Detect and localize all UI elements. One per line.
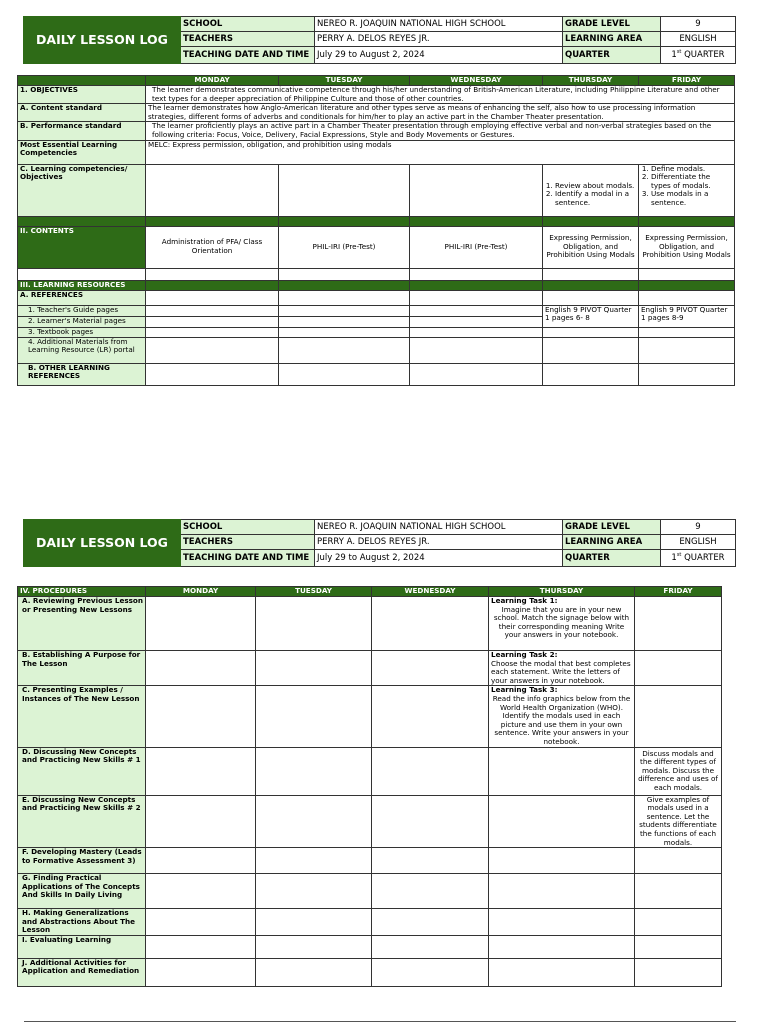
- procedure-a-label: A. Reviewing Previous Lesson or Presenting New Lessons: [18, 597, 146, 651]
- bar-cell: [543, 280, 639, 290]
- blank-cell: [639, 290, 735, 305]
- date-label: TEACHING DATE AND TIME: [181, 550, 315, 567]
- school-value: NEREO R. JOAQUIN NATIONAL HIGH SCHOOL: [315, 17, 563, 32]
- blank-cell: [146, 747, 256, 795]
- procedure-c-label: C. Presenting Examples / Instances of The New Lesson: [18, 686, 146, 747]
- melc-label: Most Essential Learning Competencies: [18, 140, 146, 164]
- day-monday: MONDAY: [146, 587, 256, 597]
- blank-cell: [543, 363, 639, 385]
- blank-cell: [146, 795, 256, 848]
- contents-monday: Administration of PFA/ Class Orientation: [146, 226, 279, 268]
- blank-cell: [146, 363, 279, 385]
- day-tuesday: TUESDAY: [256, 587, 372, 597]
- procedure-b-label: B. Establishing A Purpose for The Lesson: [18, 651, 146, 686]
- contents-wednesday: PHIL-IRI (Pre-Test): [410, 226, 543, 268]
- grade-value: 9: [661, 520, 736, 535]
- blank-cell: [639, 363, 735, 385]
- competencies-friday: [639, 164, 735, 216]
- blank-cell: [372, 848, 489, 874]
- procedure-j-label: J. Additional Activities for Application and Remediation: [18, 958, 146, 986]
- bar-cell: [279, 280, 410, 290]
- task2-text: Choose the modal that best completes each statement. Write the letters of your answers in your notebook.: [491, 658, 631, 685]
- thu-objective-1: 1. Review about modals.: [555, 182, 636, 191]
- blank-cell: [410, 337, 543, 363]
- procedure-g-label: G. Finding Practical Applications of The Concepts And Skills In Daily Living: [18, 874, 146, 909]
- blank-cell: [543, 327, 639, 337]
- blank-cell: [146, 874, 256, 909]
- blank-cell: [146, 305, 279, 316]
- fri-objective-1: 1. Define modals.: [651, 165, 732, 174]
- grade-label: GRADE LEVEL: [563, 17, 661, 32]
- competencies-label: C. Learning competencies/ Objectives: [18, 164, 146, 216]
- blank-cell: [410, 290, 543, 305]
- blank-cell: [279, 268, 410, 280]
- competencies-monday: [146, 164, 279, 216]
- area-value: ENGLISH: [661, 535, 736, 550]
- grade-value: 9: [661, 17, 736, 32]
- blank-cell: [410, 316, 543, 327]
- thu-lm-pages: English 9 PIVOT Quarter 1 pages 6- 8: [543, 305, 639, 327]
- quarter-text: QUARTER: [684, 50, 725, 60]
- melc-text: MELC: Express permission, obligation, and prohibition using modals: [146, 140, 735, 164]
- blank-cell: [372, 795, 489, 848]
- task3-title: Learning Task 3:: [491, 685, 558, 695]
- bar-cell: [279, 216, 410, 226]
- objectives-label: 1. OBJECTIVES: [18, 86, 146, 104]
- teacher-value: PERRY A. DELOS REYES JR.: [315, 535, 563, 550]
- teachers-label: TEACHERS: [181, 32, 315, 47]
- footer-divider: [24, 1021, 736, 1022]
- bar-cell: [543, 216, 639, 226]
- blank-cell: [279, 337, 410, 363]
- blank-cell: [146, 337, 279, 363]
- blank-cell: [256, 874, 372, 909]
- blank-cell: [256, 597, 372, 651]
- blank-cell: [635, 909, 722, 936]
- other-references-label: B. OTHER LEARNING REFERENCES: [18, 363, 146, 385]
- task2-cell: [489, 651, 635, 686]
- date-label: TEACHING DATE AND TIME: [181, 47, 315, 64]
- header-table-bottom: [23, 519, 736, 567]
- blank-cell: [635, 848, 722, 874]
- school-label: SCHOOL: [181, 17, 315, 32]
- blank-cell: [372, 686, 489, 747]
- procedure-i-label: I. Evaluating Learning: [18, 935, 146, 958]
- blank-cell: [256, 686, 372, 747]
- blank-cell: [146, 597, 256, 651]
- blank-cell: [489, 848, 635, 874]
- blank-cell: [489, 747, 635, 795]
- blank-cell: [635, 686, 722, 747]
- procedures-label: IV. PROCEDURES: [18, 587, 146, 597]
- bar-cell: [410, 216, 543, 226]
- contents-friday: Expressing Permission, Obligation, and Prohibition Using Modals: [639, 226, 735, 268]
- fri-objective-3: 3. Use modals in a sentence.: [651, 190, 732, 207]
- contents-tuesday: PHIL-IRI (Pre-Test): [279, 226, 410, 268]
- day-friday: FRIDAY: [635, 587, 722, 597]
- performance-standard-text: The learner proficiently plays an active part in a Chamber Theater presentation through employing effective verbal and non-verbal strategies based on the following criteria: Focus, Voice, Delivery, Facial Expressions, Style and Body Movements or Gestures.: [146, 122, 735, 140]
- procedures-table: [17, 586, 722, 987]
- blank-cell: [146, 316, 279, 327]
- date-value: July 29 to August 2, 2024: [315, 47, 563, 64]
- blank-cell: [372, 958, 489, 986]
- blank-cell: [372, 909, 489, 936]
- blank-cell: [489, 795, 635, 848]
- dll-title: DAILY LESSON LOG: [24, 17, 181, 64]
- content-standard-text: The learner demonstrates how Anglo-American literature and other types serve as means of enhancing the self, also how to use processing information strategies, different forms of adverbs and conditionals for him/her to play an active part in the Chamber Theater presentation.: [146, 104, 735, 122]
- bar-cell: [410, 280, 543, 290]
- task1-title: Learning Task 1:: [491, 596, 558, 605]
- grade-label: GRADE LEVEL: [563, 520, 661, 535]
- blank-cell: [146, 651, 256, 686]
- blank-cell: [256, 795, 372, 848]
- quarter-num: 1: [671, 553, 677, 563]
- procedure-e-friday: Give examples of modals used in a sentence. Let the students differentiate the functions of each modals.: [635, 795, 722, 848]
- blank-cell: [146, 327, 279, 337]
- area-label: LEARNING AREA: [563, 32, 661, 47]
- blank-cell: [639, 327, 735, 337]
- task3-cell: [489, 686, 635, 747]
- lesson-table-top: [17, 75, 735, 386]
- day-thursday: THURSDAY: [489, 587, 635, 597]
- blank-cell: [279, 305, 410, 316]
- quarter-sup: st: [676, 49, 682, 56]
- quarter-num: 1: [671, 50, 677, 60]
- procedure-d-label: D. Discussing New Concepts and Practicing New Skills # 1: [18, 747, 146, 795]
- task3-text: Read the info graphics below from the World Health Organization (WHO). Identify the modals used in each picture and use them in your own sentence. Write your answers in your notebook.: [492, 693, 631, 746]
- blank-cell: [256, 909, 372, 936]
- blank-cell: [279, 316, 410, 327]
- bar-cell: [639, 216, 735, 226]
- blank-cell: [489, 909, 635, 936]
- blank-cell: [410, 305, 543, 316]
- bar-cell: [639, 280, 735, 290]
- blank-cell: [543, 268, 639, 280]
- content-standard-label: A. Content standard: [18, 104, 146, 122]
- blank-cell: [543, 290, 639, 305]
- procedure-h-label: H. Making Generalizations and Abstractions About The Lesson: [18, 909, 146, 936]
- fri-objective-2: 2. Differentiate the types of modals.: [651, 173, 732, 190]
- blank-cell: [279, 363, 410, 385]
- bar-cell: [18, 216, 146, 226]
- blank-cell: [372, 597, 489, 651]
- quarter-value: [661, 47, 736, 64]
- resources-label: III. LEARNING RESOURCES: [18, 280, 146, 290]
- blank-cell: [410, 363, 543, 385]
- blank-cell: [256, 935, 372, 958]
- blank-cell: [146, 290, 279, 305]
- competencies-wednesday: [410, 164, 543, 216]
- day-wednesday: WEDNESDAY: [372, 587, 489, 597]
- blank-cell: [146, 686, 256, 747]
- task1-text: Imagine that you are in your new school. Match the signage below with their corresponding meaning Write your answers in your notebook.: [493, 604, 630, 640]
- blank-cell: [256, 747, 372, 795]
- procedure-f-label: F. Developing Mastery (Leads to Formative Assessment 3): [18, 848, 146, 874]
- textbook-label: 3. Textbook pages: [18, 327, 146, 337]
- quarter-text: QUARTER: [684, 553, 725, 563]
- competencies-tuesday: [279, 164, 410, 216]
- blank-cell: [256, 848, 372, 874]
- blank-cell: [489, 874, 635, 909]
- objectives-text: The learner demonstrates communicative competence through his/her understanding of British-American Literature, including Philippine Literature and other text types for a deeper appreciation of Philippine Culture and those of other countries.: [146, 86, 735, 104]
- blank-cell: [279, 290, 410, 305]
- procedure-e-label: E. Discussing New Concepts and Practicing New Skills # 2: [18, 795, 146, 848]
- task2-title: Learning Task 2:: [491, 650, 558, 659]
- blank-cell: [279, 327, 410, 337]
- quarter-value: [661, 550, 736, 567]
- dll-title: DAILY LESSON LOG: [24, 520, 181, 567]
- blank-cell: [146, 935, 256, 958]
- blank-cell: [410, 327, 543, 337]
- blank-cell: [146, 909, 256, 936]
- blank-cell: [543, 337, 639, 363]
- performance-standard-label: B. Performance standard: [18, 122, 146, 140]
- blank-cell: [639, 268, 735, 280]
- blank-cell: [146, 268, 279, 280]
- contents-label: II. CONTENTS: [18, 226, 146, 268]
- blank-cell: [372, 747, 489, 795]
- blank-cell: [256, 958, 372, 986]
- blank-cell: [635, 651, 722, 686]
- day-monday: MONDAY: [146, 76, 279, 86]
- blank-cell: [372, 935, 489, 958]
- quarter-label: QUARTER: [563, 550, 661, 567]
- blank-cell: [489, 958, 635, 986]
- school-value: NEREO R. JOAQUIN NATIONAL HIGH SCHOOL: [315, 520, 563, 535]
- contents-thursday: Expressing Permission, Obligation, and Prohibition Using Modals: [543, 226, 639, 268]
- procedure-d-friday: Discuss modals and the different types of modals. Discuss the difference and uses of each modals.: [635, 747, 722, 795]
- day-friday: FRIDAY: [639, 76, 735, 86]
- bar-cell: [146, 280, 279, 290]
- blank-cell: [639, 337, 735, 363]
- day-tuesday: TUESDAY: [279, 76, 410, 86]
- bar-cell: [146, 216, 279, 226]
- blank-cell: [635, 874, 722, 909]
- blank-cell: [18, 268, 146, 280]
- quarter-label: QUARTER: [563, 47, 661, 64]
- blank-cell: [635, 958, 722, 986]
- blank-cell: [635, 597, 722, 651]
- additional-label: 4. Additional Materials from Learning Resource (LR) portal: [18, 337, 146, 363]
- date-value: July 29 to August 2, 2024: [315, 550, 563, 567]
- area-value: ENGLISH: [661, 32, 736, 47]
- blank-cell: [372, 874, 489, 909]
- blank-cell: [146, 958, 256, 986]
- blank-cell: [489, 935, 635, 958]
- teachers-label: TEACHERS: [181, 535, 315, 550]
- blank-cell: [146, 848, 256, 874]
- school-label: SCHOOL: [181, 520, 315, 535]
- area-label: LEARNING AREA: [563, 535, 661, 550]
- blank-cell: [256, 651, 372, 686]
- blank-cell: [410, 268, 543, 280]
- fri-lm-pages: English 9 PIVOT Quarter 1 pages 8-9: [639, 305, 735, 327]
- blank-cell: [635, 935, 722, 958]
- day-thursday: THURSDAY: [543, 76, 639, 86]
- day-wednesday: WEDNESDAY: [410, 76, 543, 86]
- lm-label: 2. Learner's Material pages: [18, 316, 146, 327]
- quarter-sup: st: [676, 552, 682, 559]
- references-label: A. REFERENCES: [18, 290, 146, 305]
- corner-cell: [18, 76, 146, 86]
- header-table-top: [23, 16, 736, 64]
- thu-objective-2: 2. Identify a modal in a sentence.: [555, 190, 636, 207]
- competencies-thursday: [543, 164, 639, 216]
- tg-label: 1. Teacher's Guide pages: [18, 305, 146, 316]
- teacher-value: PERRY A. DELOS REYES JR.: [315, 32, 563, 47]
- task1-cell: [489, 597, 635, 651]
- blank-cell: [372, 651, 489, 686]
